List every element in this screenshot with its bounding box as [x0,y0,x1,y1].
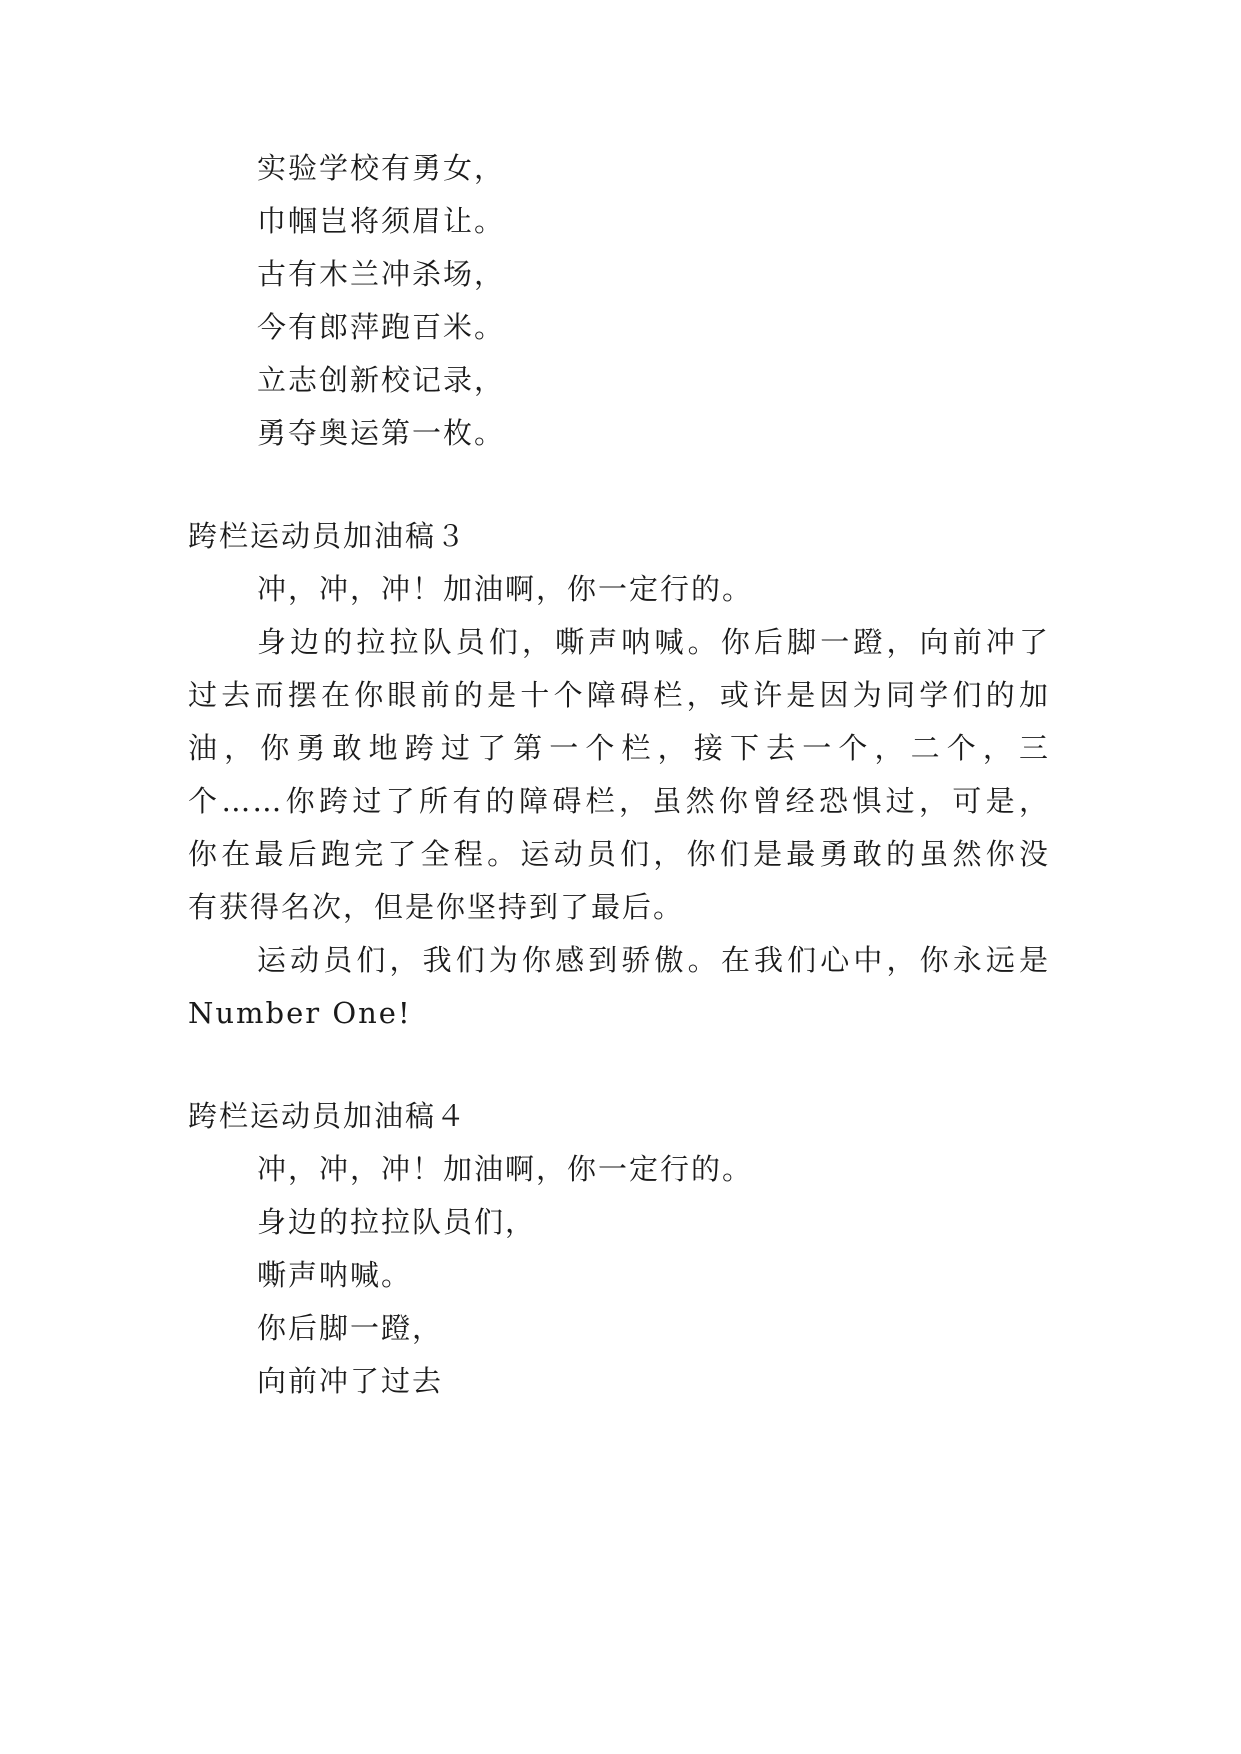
paragraph-line: 你在最后跑完了全程。运动员们，你们是最勇敢的虽然你没 [188,837,1050,871]
paragraph-line: 你后脚一蹬， [257,1311,444,1345]
paragraph-line: 向前冲了过去 [257,1364,444,1398]
paragraph-line: 嘶声呐喊。 [257,1258,413,1292]
section-heading: 跨栏运动员加油稿４ [188,1099,468,1133]
paragraph-line: 身边的拉拉队员们， [257,1205,537,1239]
poem-line: 勇夺奥运第一枚。 [257,416,506,450]
poem-line: 古有木兰冲杀场， [257,257,506,291]
paragraph-line: 有获得名次，但是你坚持到了最后。 [188,890,685,924]
paragraph-line: 油，你勇敢地跨过了第一个栏，接下去一个，二个，三 [188,731,1050,765]
paragraph-line: 身边的拉拉队员们，嘶声呐喊。你后脚一蹬，向前冲了 [257,625,1050,659]
paragraph-line: Number One! [188,996,412,1030]
poem-line: 今有郎萍跑百米。 [257,310,506,344]
poem-line: 立志创新校记录， [257,363,506,397]
paragraph-line: 过去而摆在你眼前的是十个障碍栏，或许是因为同学们的加 [188,678,1050,712]
paragraph-line: 冲，冲，冲！加油啊，你一定行的。 [257,1152,754,1186]
section-heading: 跨栏运动员加油稿３ [188,519,468,553]
poem-line: 实验学校有勇女， [257,151,506,185]
paragraph-line: 冲，冲，冲！加油啊，你一定行的。 [257,572,754,606]
poem-line: 巾帼岂将须眉让。 [257,204,506,238]
paragraph-line: 运动员们，我们为你感到骄傲。在我们心中，你永远是 [257,943,1050,977]
paragraph-line: 个……你跨过了所有的障碍栏，虽然你曾经恐惧过，可是， [188,784,1050,818]
